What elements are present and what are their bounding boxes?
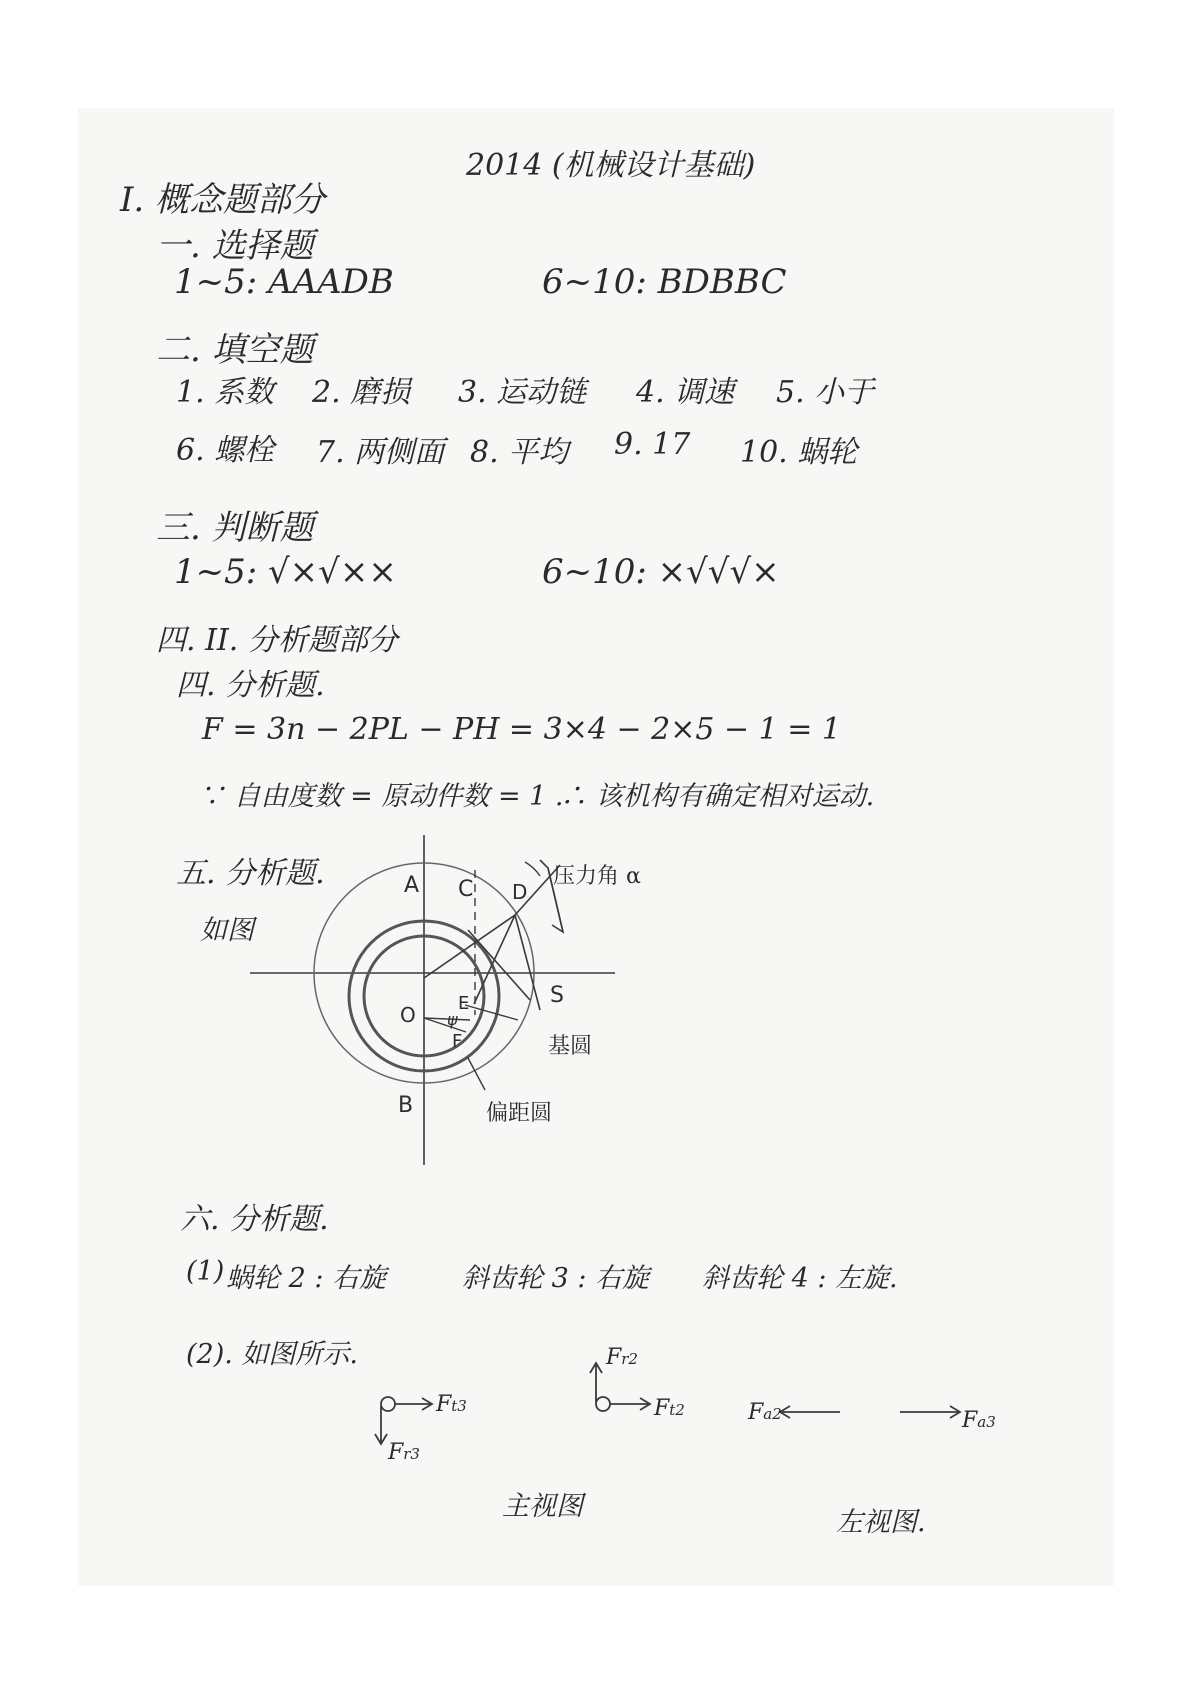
label-c: C — [458, 877, 474, 902]
judge-heading: 三. 判断题 — [156, 508, 314, 548]
section1-heading: I. 概念题部分 — [120, 180, 326, 220]
fill-item: 1. 系数 — [176, 375, 275, 410]
label-b: B — [398, 1093, 414, 1118]
label-e: E — [458, 993, 470, 1014]
q6-part1-label: (1) — [186, 1256, 225, 1287]
fill-item: 6. 螺栓 — [176, 433, 275, 468]
q4-therefore: ∴ 该机构有确定相对运动. — [560, 781, 875, 812]
fill-item: 9. 17 — [614, 427, 691, 462]
q5-see-figure: 如图 — [200, 915, 254, 946]
gear2-circle — [596, 1397, 610, 1411]
q6-heading: 六. 分析题. — [180, 1202, 329, 1237]
judge-answers-1-5: 1~5: √×√×× — [174, 552, 397, 592]
fill-item: 8. 平均 — [470, 435, 569, 470]
force-label-ft2: Ft2 — [654, 1396, 685, 1421]
label-psi: ψ — [447, 1010, 458, 1029]
q6-part1-item: 斜齿轮 3 : 右旋 — [462, 1263, 650, 1294]
q4-because: ∵ 自由度数 = 原动件数 = 1 . — [198, 781, 564, 812]
judge-answers-6-10: 6~10: ×√√√× — [542, 552, 780, 592]
fill-item: 4. 调速 — [636, 375, 735, 410]
fill-item: 10. 蜗轮 — [740, 435, 858, 470]
gear3-circle — [381, 1397, 395, 1411]
label-offset-circle: 偏距圆 — [486, 1101, 553, 1126]
label-pressure-angle: 压力角 α — [553, 864, 641, 889]
view-main-label: 主视图 — [502, 1491, 583, 1522]
q6-part2-label: (2). 如图所示. — [186, 1339, 358, 1370]
label-s: S — [550, 983, 564, 1008]
q4-formula: F = 3n − 2PL − PH = 3×4 − 2×5 − 1 = 1 — [202, 712, 842, 747]
label-base-circle: 基圆 — [548, 1034, 593, 1059]
force-label-fr2: Fr2 — [606, 1345, 638, 1370]
force-label-fr3: Fr3 — [388, 1440, 420, 1465]
force-label-fa2: Fa2 — [748, 1400, 782, 1425]
choice-heading: 一. 选择题 — [156, 226, 314, 266]
fill-item: 3. 运动链 — [458, 375, 587, 410]
q4-heading: 四. 分析题. — [176, 668, 325, 703]
label-a: A — [404, 873, 420, 898]
label-f: F — [452, 1031, 463, 1052]
choice-answers-6-10: 6~10: BDBBC — [542, 262, 787, 302]
force-label-ft3: Ft3 — [436, 1392, 467, 1417]
force-label-fa3: Fa3 — [962, 1408, 996, 1433]
fill-heading: 二. 填空题 — [156, 330, 314, 370]
label-d: D — [512, 880, 528, 904]
view-left-label: 左视图. — [836, 1507, 926, 1538]
q6-part1-item: 斜齿轮 4 : 左旋. — [702, 1263, 898, 1294]
fill-item: 2. 磨损 — [312, 375, 411, 410]
section2-heading: 四. II. 分析题部分 — [156, 623, 398, 658]
fill-item: 7. 两侧面 — [316, 435, 445, 470]
q5-heading: 五. 分析题. — [176, 856, 325, 891]
choice-answers-1-5: 1~5: AAADB — [174, 262, 394, 302]
page-title: 2014 (机械设计基础) — [466, 148, 756, 183]
q6-part1-item: 蜗轮 2 : 右旋 — [226, 1263, 387, 1294]
label-o: O — [400, 1003, 416, 1027]
fill-item: 5. 小于 — [776, 375, 875, 410]
